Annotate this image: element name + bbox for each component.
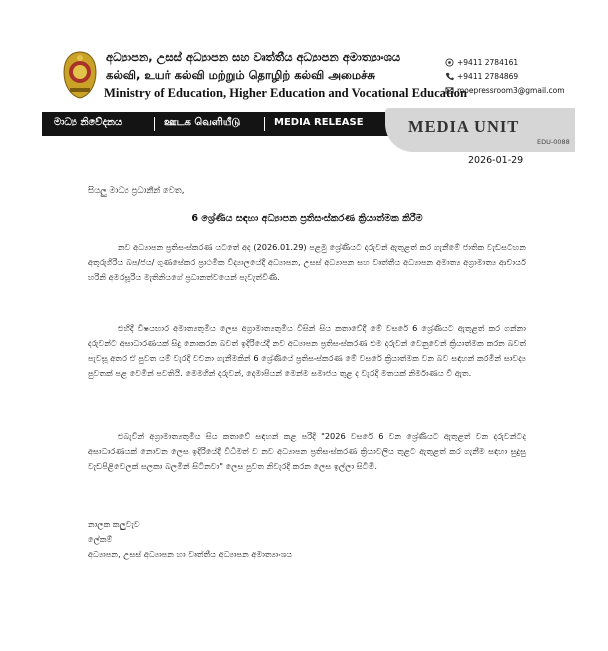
body-paragraph-2: එහිදී විෂයභාර අමාත්‍යතුමිය ලෙස අග්‍රාමාත්‍යතුමිය විසින් සිය කතාවේදී මේ වසරේ 6 ශ්‍රේණියට ඇතුළත් කර ගන්නා දරුවන්ට අසාධාරණයක් සිදු නොකරන බවත් ඉදිරියේදී නව අධ්‍යාපන ප්‍රතිසංස්කරණ එම දරුවන් වෙනුවෙන් ක්‍රියාත්මක කරන බවත් පැවසූ අතර ඒ පුවත යම් වැරදි වචනා ගැනීමකින් 6 ශ්‍රේණියේ ප්‍රතිසංස්කරණ මේ වසරේ ක්‍රියාත්මක වන බව සඳහන් කරමින් සාවද්‍ය පුවතක් පළ වෙමින් පවතියි. මෙමගින් දරුවන්, දෙමාපියන් මෙන්ම සමාජය තුළ ද වැරදි මතයක් නිර්මාණය වී ඇත. xyxy=(88,323,526,378)
bar-divider xyxy=(154,117,155,131)
body-paragraph-1: නව අධ්‍යාපන ප්‍රතිසංස්කරණ යටතේ අද (2026.01.29) පළමු ශ්‍රේණියට දරුවන් ඇතුළත් කර ගැනීමේ ජාතික වැඩසටහන අතුරුගිරිය බප/ජය/ ගුණසේකර ප්‍රාථමික විද්‍යාලයේදී අධ්‍යාපන, උසස් අධ්‍යාපන සහ වෘත්තීය අධ්‍යාපන අමාත්‍ය අග්‍රාමාත්‍ය ආචාර්ය හරිනි අමරසූරිය මැතිනියගේ ප්‍රධානත්වයෙන් පැවැත්විණි. xyxy=(88,242,526,282)
ministry-name-tamil: கல்வி, உயர் கல்வி மற்றும் தொழிற் கல்வி அமைச்சு xyxy=(106,68,375,82)
body-paragraph-3: එබැවින් අග්‍රාමාත්‍යතුමිය සිය කතාවේ සඳහන් කළ පරිදි "2026 වසරේ 6 වන ශ්‍රේණියට ඇතුළත් වන දරුවන්ටද අසාධාරණයක් නොවන ලෙස ඉදිරියේදී විධිමත් ව නව අධ්‍යාපන ප්‍රතිසංස්කරණ ක්‍රියාවලිය තුළට ඇතුළත් කර ගැනීම සඳහා සුදුසු වැඩපිළිවෙලක් සලකා බලමින් සිටිනවා" ලෙස පුවත නිවැරදි කරන ලෙස ඉල්ලා සිටිමි. xyxy=(88,431,526,471)
letterhead xyxy=(0,0,608,110)
release-label-tamil: ஊடக வெளியீடு xyxy=(164,117,241,128)
contact-phone xyxy=(445,72,518,81)
contact-email xyxy=(445,86,565,95)
signatory-organization: අධ්‍යාපන, උසස් අධ්‍යාපන හා වෘත්තීය අධ්‍යාපන අමාත්‍යාංශය xyxy=(88,549,293,559)
release-label-english: MEDIA RELEASE xyxy=(274,117,364,128)
release-date: 2026-01-29 xyxy=(468,155,524,166)
signatory-role: ලේකම් xyxy=(88,534,113,544)
release-label-sinhala: මාධ්‍ය නිවේදනය xyxy=(54,117,123,128)
release-code: EDU-0088 xyxy=(537,138,570,146)
email-address: moepressroom3@gmail.com xyxy=(457,86,565,95)
email-icon xyxy=(445,86,454,95)
whatsapp-icon xyxy=(445,58,454,67)
state-emblem-icon xyxy=(62,50,98,100)
document-title: 6 ශ්‍රේණිය සඳහා අධ්‍යාපන ප්‍රතිසංස්කරණ ක්‍රියාත්මක කිරීම xyxy=(191,213,423,224)
contact-whatsapp xyxy=(445,58,518,67)
phone-number: +9411 2784869 xyxy=(457,72,519,81)
ministry-name-english: Ministry of Education, Higher Education and Vocational Education xyxy=(104,86,467,100)
salutation: සියලු මාධ්‍ය ප්‍රධානීන් වෙත, xyxy=(88,186,185,196)
whatsapp-number: +9411 2784161 xyxy=(457,58,519,67)
media-unit-title: MEDIA UNIT xyxy=(408,117,520,136)
bar-divider xyxy=(264,117,265,131)
signatory-name: නාලක කලුවැව xyxy=(88,519,140,529)
ministry-name-sinhala: අධ්‍යාපන, උසස් අධ්‍යාපන සහ වෘත්තීය අධ්‍යාපන අමාත්‍යාංශය xyxy=(106,50,401,64)
phone-icon xyxy=(445,72,454,81)
